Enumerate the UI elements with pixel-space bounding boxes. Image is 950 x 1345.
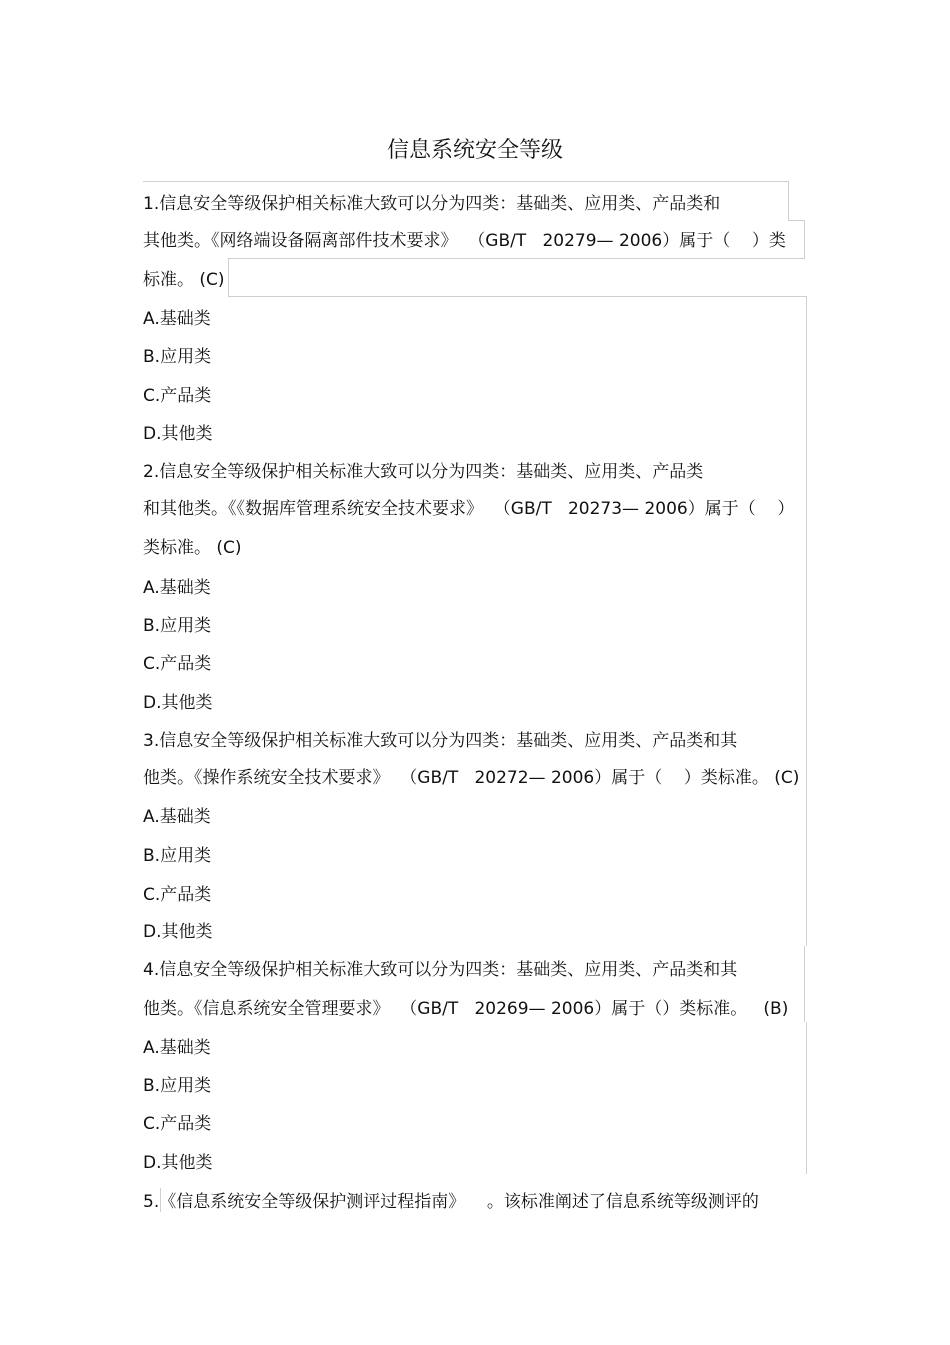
question-2-option-c: C.产品类 — [143, 654, 212, 674]
question-3-option-a: A.基础类 — [143, 807, 211, 827]
question-3-line-1: 3.信息安全等级保护相关标准大致可以分为四类：基础类、应用类、产品类和其 — [143, 731, 738, 751]
question-2-option-d: D.其他类 — [143, 693, 213, 713]
frame-top-2 — [788, 220, 805, 221]
question-1-option-c: C.产品类 — [143, 386, 212, 406]
question-1-line-3: 标准。 (C) — [143, 270, 225, 290]
question-2-line-1: 2.信息安全等级保护相关标准大致可以分为四类：基础类、应用类、产品类 — [143, 462, 704, 482]
question-3-option-c: C.产品类 — [143, 885, 212, 905]
frame-right-5 — [804, 946, 805, 1022]
question-2-option-a: A.基础类 — [143, 578, 211, 598]
frame-right-6 — [806, 1022, 807, 1174]
question-5-line-1: 5.《信息系统安全等级保护测评过程指南》 。该标准阐述了信息系统等级测评的 — [143, 1192, 759, 1212]
question-1-line-1: 1.信息安全等级保护相关标准大致可以分为四类：基础类、应用类、产品类和 — [143, 194, 721, 214]
question-1-option-b: B.应用类 — [143, 347, 212, 367]
frame-left-3 — [228, 258, 229, 296]
question-4-line-2: 他类。《信息系统安全管理要求》 （GB/T 20269— 2006）属于（）类标准。 (B) — [143, 999, 789, 1019]
question-2-line-2: 和其他类。《《数据库管理系统安全技术要求》 （GB/T 20273— 2006）属于（ ） — [143, 499, 795, 519]
question-1-option-a: A.基础类 — [143, 309, 211, 329]
question-3-line-2: 他类。《操作系统安全技术要求》 （GB/T 20272— 2006）属于（ ）类标准。 (C) — [143, 768, 800, 788]
document-title: 信息系统安全等级 — [386, 138, 563, 163]
frame-right-4 — [806, 296, 807, 946]
question-2-line-3: 类标准。 (C) — [143, 538, 242, 558]
question-1-option-d: D.其他类 — [143, 424, 213, 444]
question-2-option-b: B.应用类 — [143, 616, 212, 636]
question-1-line-2: 其他类。《网络端设备隔离部件技术要求》 （GB/T 20279— 2006）属于（ ）类 — [143, 231, 786, 251]
question-4-option-a: A.基础类 — [143, 1038, 211, 1058]
question-4-option-b: B.应用类 — [143, 1076, 212, 1096]
question-4-option-d: D.其他类 — [143, 1153, 213, 1173]
frame-right-1 — [788, 181, 789, 221]
question-4-line-1: 4.信息安全等级保护相关标准大致可以分为四类：基础类、应用类、产品类和其 — [143, 960, 738, 980]
question-3-option-b: B.应用类 — [143, 846, 212, 866]
frame-top-4 — [228, 296, 806, 297]
question-3-option-d: D.其他类 — [143, 922, 213, 942]
question-4-option-c: C.产品类 — [143, 1114, 212, 1134]
frame-top-3 — [228, 258, 805, 259]
frame-top-1 — [143, 181, 789, 182]
frame-right-2 — [804, 220, 805, 258]
